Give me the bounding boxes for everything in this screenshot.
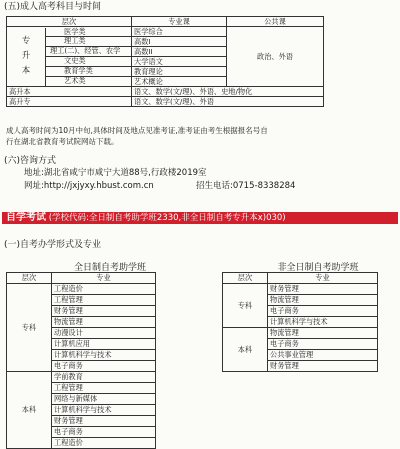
major-cell: 计算机应用 <box>52 339 156 350</box>
major-cell: 理工类 <box>46 37 131 47</box>
major-cell: 动漫设计 <box>52 328 156 339</box>
header-specialty: 专业课 <box>132 17 227 27</box>
major-cell: 计算机科学与技术 <box>52 350 156 361</box>
contact-phone: 招生电话:0715-8338284 <box>196 181 296 191</box>
table-header-row <box>223 273 378 284</box>
table-header-row <box>7 17 324 27</box>
major-list <box>46 28 131 86</box>
level-zk: 专科 <box>223 284 268 328</box>
major-cell: 财务管理 <box>268 284 378 295</box>
major-cell: 物流管理 <box>52 317 156 328</box>
major-cell: 网络与新媒体 <box>52 394 156 405</box>
table-row <box>7 372 156 383</box>
specialty-cell: 高数I <box>132 37 227 47</box>
major-cell: 文史类 <box>46 57 131 67</box>
header-major: 专业 <box>268 273 378 284</box>
major-cell: 电子商务 <box>52 361 156 372</box>
table-row <box>223 328 378 339</box>
fulltime-majors-table <box>6 272 156 449</box>
contact-website[interactable]: 网址:http://jxjyxy.hbust.com.cn <box>24 181 154 191</box>
table-row <box>7 284 156 295</box>
level-gsz: 高升专 <box>7 97 132 107</box>
exam-note-line2: 行在湖北省教育考试院网站下载。 <box>6 137 119 146</box>
exam-note-line1: 成人高考时间为10月中旬,具体时间及地点见准考证,准考证由考生根据报名号自 <box>6 126 268 135</box>
level-char: 专 <box>21 36 31 46</box>
self-study-banner <box>2 212 398 224</box>
major-cell: 教育学类 <box>46 67 131 77</box>
specialty-cell: 教育理论 <box>132 67 227 77</box>
specialty-cell: 大学语文 <box>132 57 227 67</box>
major-cell: 公共事业管理 <box>268 350 378 361</box>
major-cell: 工程管理 <box>52 295 156 306</box>
level-char: 升 <box>21 51 31 61</box>
fulltime-title: 全日制自考助学班 <box>73 263 146 273</box>
table-row <box>7 27 324 37</box>
banner-title: 自学考试 <box>6 212 46 223</box>
exam-subjects-table <box>6 16 324 107</box>
major-cell: 财务管理 <box>268 361 378 372</box>
major-cell: 学前教育 <box>52 372 156 383</box>
major-cell: 财务管理 <box>52 416 156 427</box>
header-level: 层次 <box>7 17 132 27</box>
banner-subtitle: (学校代码:全日制自考助学班2330,非全日制自考专升本x)030) <box>48 213 286 223</box>
level-bk: 本科 <box>7 372 52 449</box>
table-header-row <box>7 273 156 284</box>
header-major: 专业 <box>52 273 156 284</box>
level-gsb: 高升本 <box>7 87 132 97</box>
contact-address: 地址:湖北省咸宁市咸宁大道88号,行政楼2019室 <box>24 168 207 178</box>
section-5-title: (五)成人高考科目与时间 <box>4 2 102 12</box>
zsb-block <box>7 27 132 87</box>
level-char: 本 <box>21 66 31 76</box>
table-row <box>7 87 324 97</box>
public-course-cell: 政治、外语 <box>227 27 324 87</box>
course-cell: 语文、数学(文/理)、外语、史地/物化 <box>132 87 324 97</box>
specialty-cell: 医学综合 <box>132 27 227 37</box>
major-cell: 物流管理 <box>268 328 378 339</box>
section-1-title: (一)自考办学形式及专业 <box>4 240 102 250</box>
major-cell: 计算机科学与技术 <box>268 317 378 328</box>
specialty-cell: 艺术概论 <box>132 77 227 87</box>
section-6-title: (六)咨询方式 <box>4 156 57 166</box>
major-cell: 财务管理 <box>52 306 156 317</box>
major-cell: 电子商务 <box>52 427 156 438</box>
major-cell: 工程造价 <box>52 438 156 449</box>
major-cell: 艺术类 <box>64 75 86 85</box>
header-public: 公共课 <box>227 17 324 27</box>
table-row <box>7 97 324 107</box>
level-zk: 专科 <box>7 284 52 372</box>
major-cell: 理工(二)、经管、农学 <box>46 47 131 57</box>
table-row <box>223 284 378 295</box>
major-cell: 物流管理 <box>268 295 378 306</box>
parttime-majors-table <box>222 272 378 372</box>
parttime-title: 非全日制自考助学班 <box>277 263 359 273</box>
major-cell: 工程管理 <box>52 383 156 394</box>
header-level: 层次 <box>223 273 268 284</box>
major-cell: 工程造价 <box>52 284 156 295</box>
specialty-cell: 高数II <box>132 47 227 57</box>
major-cell: 医学类 <box>46 28 131 38</box>
level-label-zsb <box>7 28 46 86</box>
major-cell: 电子商务 <box>268 339 378 350</box>
course-cell: 语文、数学(文/理)、外语 <box>132 97 324 107</box>
level-bk: 本科 <box>223 328 268 372</box>
header-level: 层次 <box>7 273 52 284</box>
major-cell: 电子商务 <box>268 306 378 317</box>
major-cell: 计算机科学与技术 <box>52 405 156 416</box>
